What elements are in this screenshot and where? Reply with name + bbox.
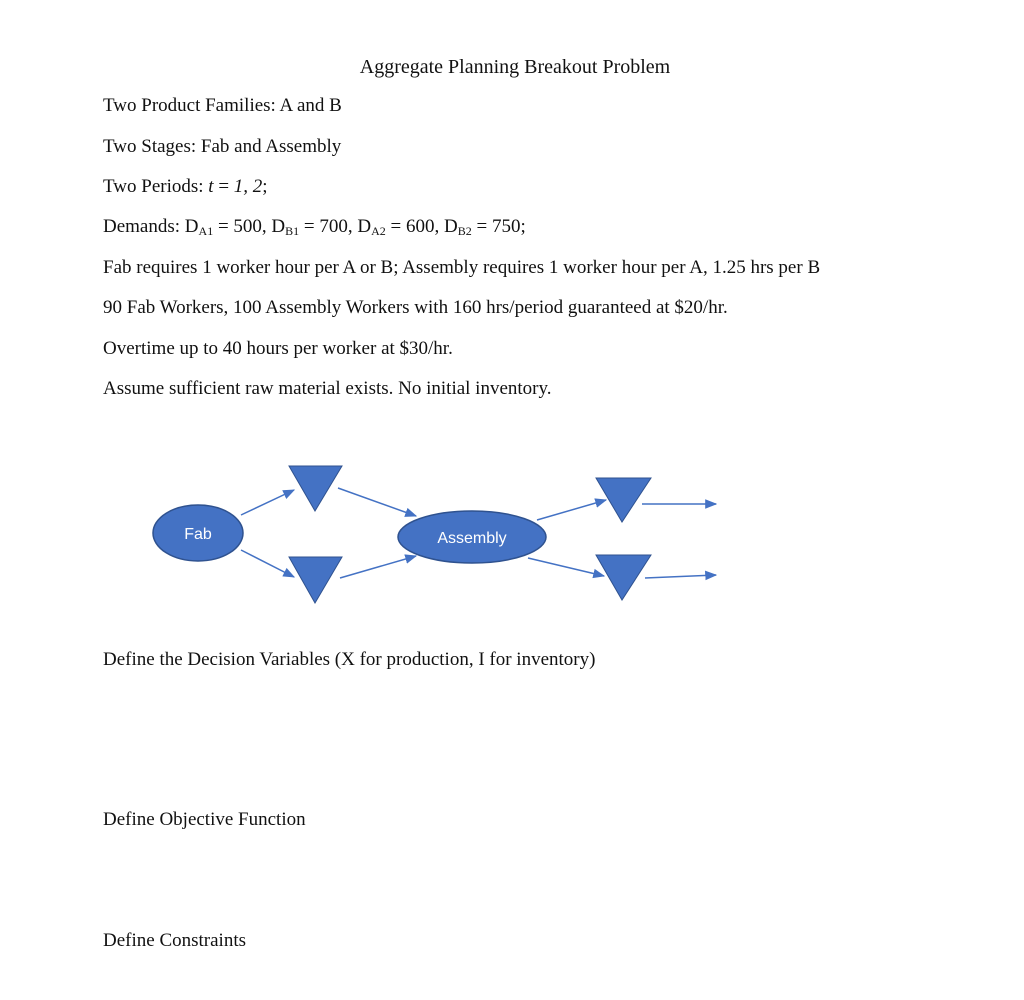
demand-subscript: A1 <box>198 224 214 238</box>
arrow-assembly-to-inv3 <box>537 500 606 520</box>
demand-subscript: A2 <box>371 224 386 238</box>
demand-value: = 750; <box>471 216 526 237</box>
demand-value: = 700, <box>299 216 358 237</box>
demand-value: = 600, <box>385 216 445 237</box>
assembly-node-label: Assembly <box>437 530 507 547</box>
periods-values: 1, 2 <box>233 176 263 197</box>
demand-value: = 500, <box>213 216 272 237</box>
demand-subscript: B1 <box>285 224 300 238</box>
arrow-fab-to-inv2 <box>241 550 294 577</box>
demand-subscript: B2 <box>457 224 472 238</box>
demand-symbol: D <box>184 216 199 237</box>
arrow-assembly-to-inv4 <box>528 558 604 576</box>
workers-line: 90 Fab Workers, 100 Assembly Workers with 160 hrs/period guaranteed at $20/hr. <box>103 297 728 318</box>
demands-prefix: Demands: <box>103 216 185 237</box>
periods-suffix: ; <box>262 176 268 197</box>
decision-variables-question: Define the Decision Variables (X for production, I for inventory) <box>103 649 596 670</box>
fab-requirement-line: Fab requires 1 worker hour per A or B; Assembly requires 1 worker hour per A, 1.25 hrs per B <box>103 257 821 278</box>
page-title: Aggregate Planning Breakout Problem <box>359 56 671 78</box>
overtime-line: Overtime up to 40 hours per worker at $30/hr. <box>103 338 453 359</box>
families-line: Two Product Families: A and B <box>103 95 342 116</box>
inventory-triangle-icon <box>289 557 342 603</box>
arrow-inv2-to-assembly <box>340 556 416 578</box>
demand-symbol: D <box>357 216 372 237</box>
stages-line: Two Stages: Fab and Assembly <box>103 136 342 157</box>
periods-prefix: Two Periods: <box>103 176 209 197</box>
arrow-inv1-to-assembly <box>338 488 416 516</box>
fab-node-label: Fab <box>184 526 212 543</box>
inventory-triangle-icon <box>596 555 651 600</box>
demand-symbol: D <box>271 216 286 237</box>
periods-eq: = <box>213 176 234 197</box>
objective-question: Define Objective Function <box>103 809 306 830</box>
arrow-inv4-out <box>645 575 716 578</box>
constraints-question: Define Constraints <box>103 930 247 951</box>
arrow-fab-to-inv1 <box>241 490 294 515</box>
demand-symbol: D <box>444 216 458 237</box>
periods-t: t <box>208 176 214 197</box>
inventory-triangle-icon <box>289 466 342 511</box>
material-line: Assume sufficient raw material exists. No initial inventory. <box>103 378 552 399</box>
